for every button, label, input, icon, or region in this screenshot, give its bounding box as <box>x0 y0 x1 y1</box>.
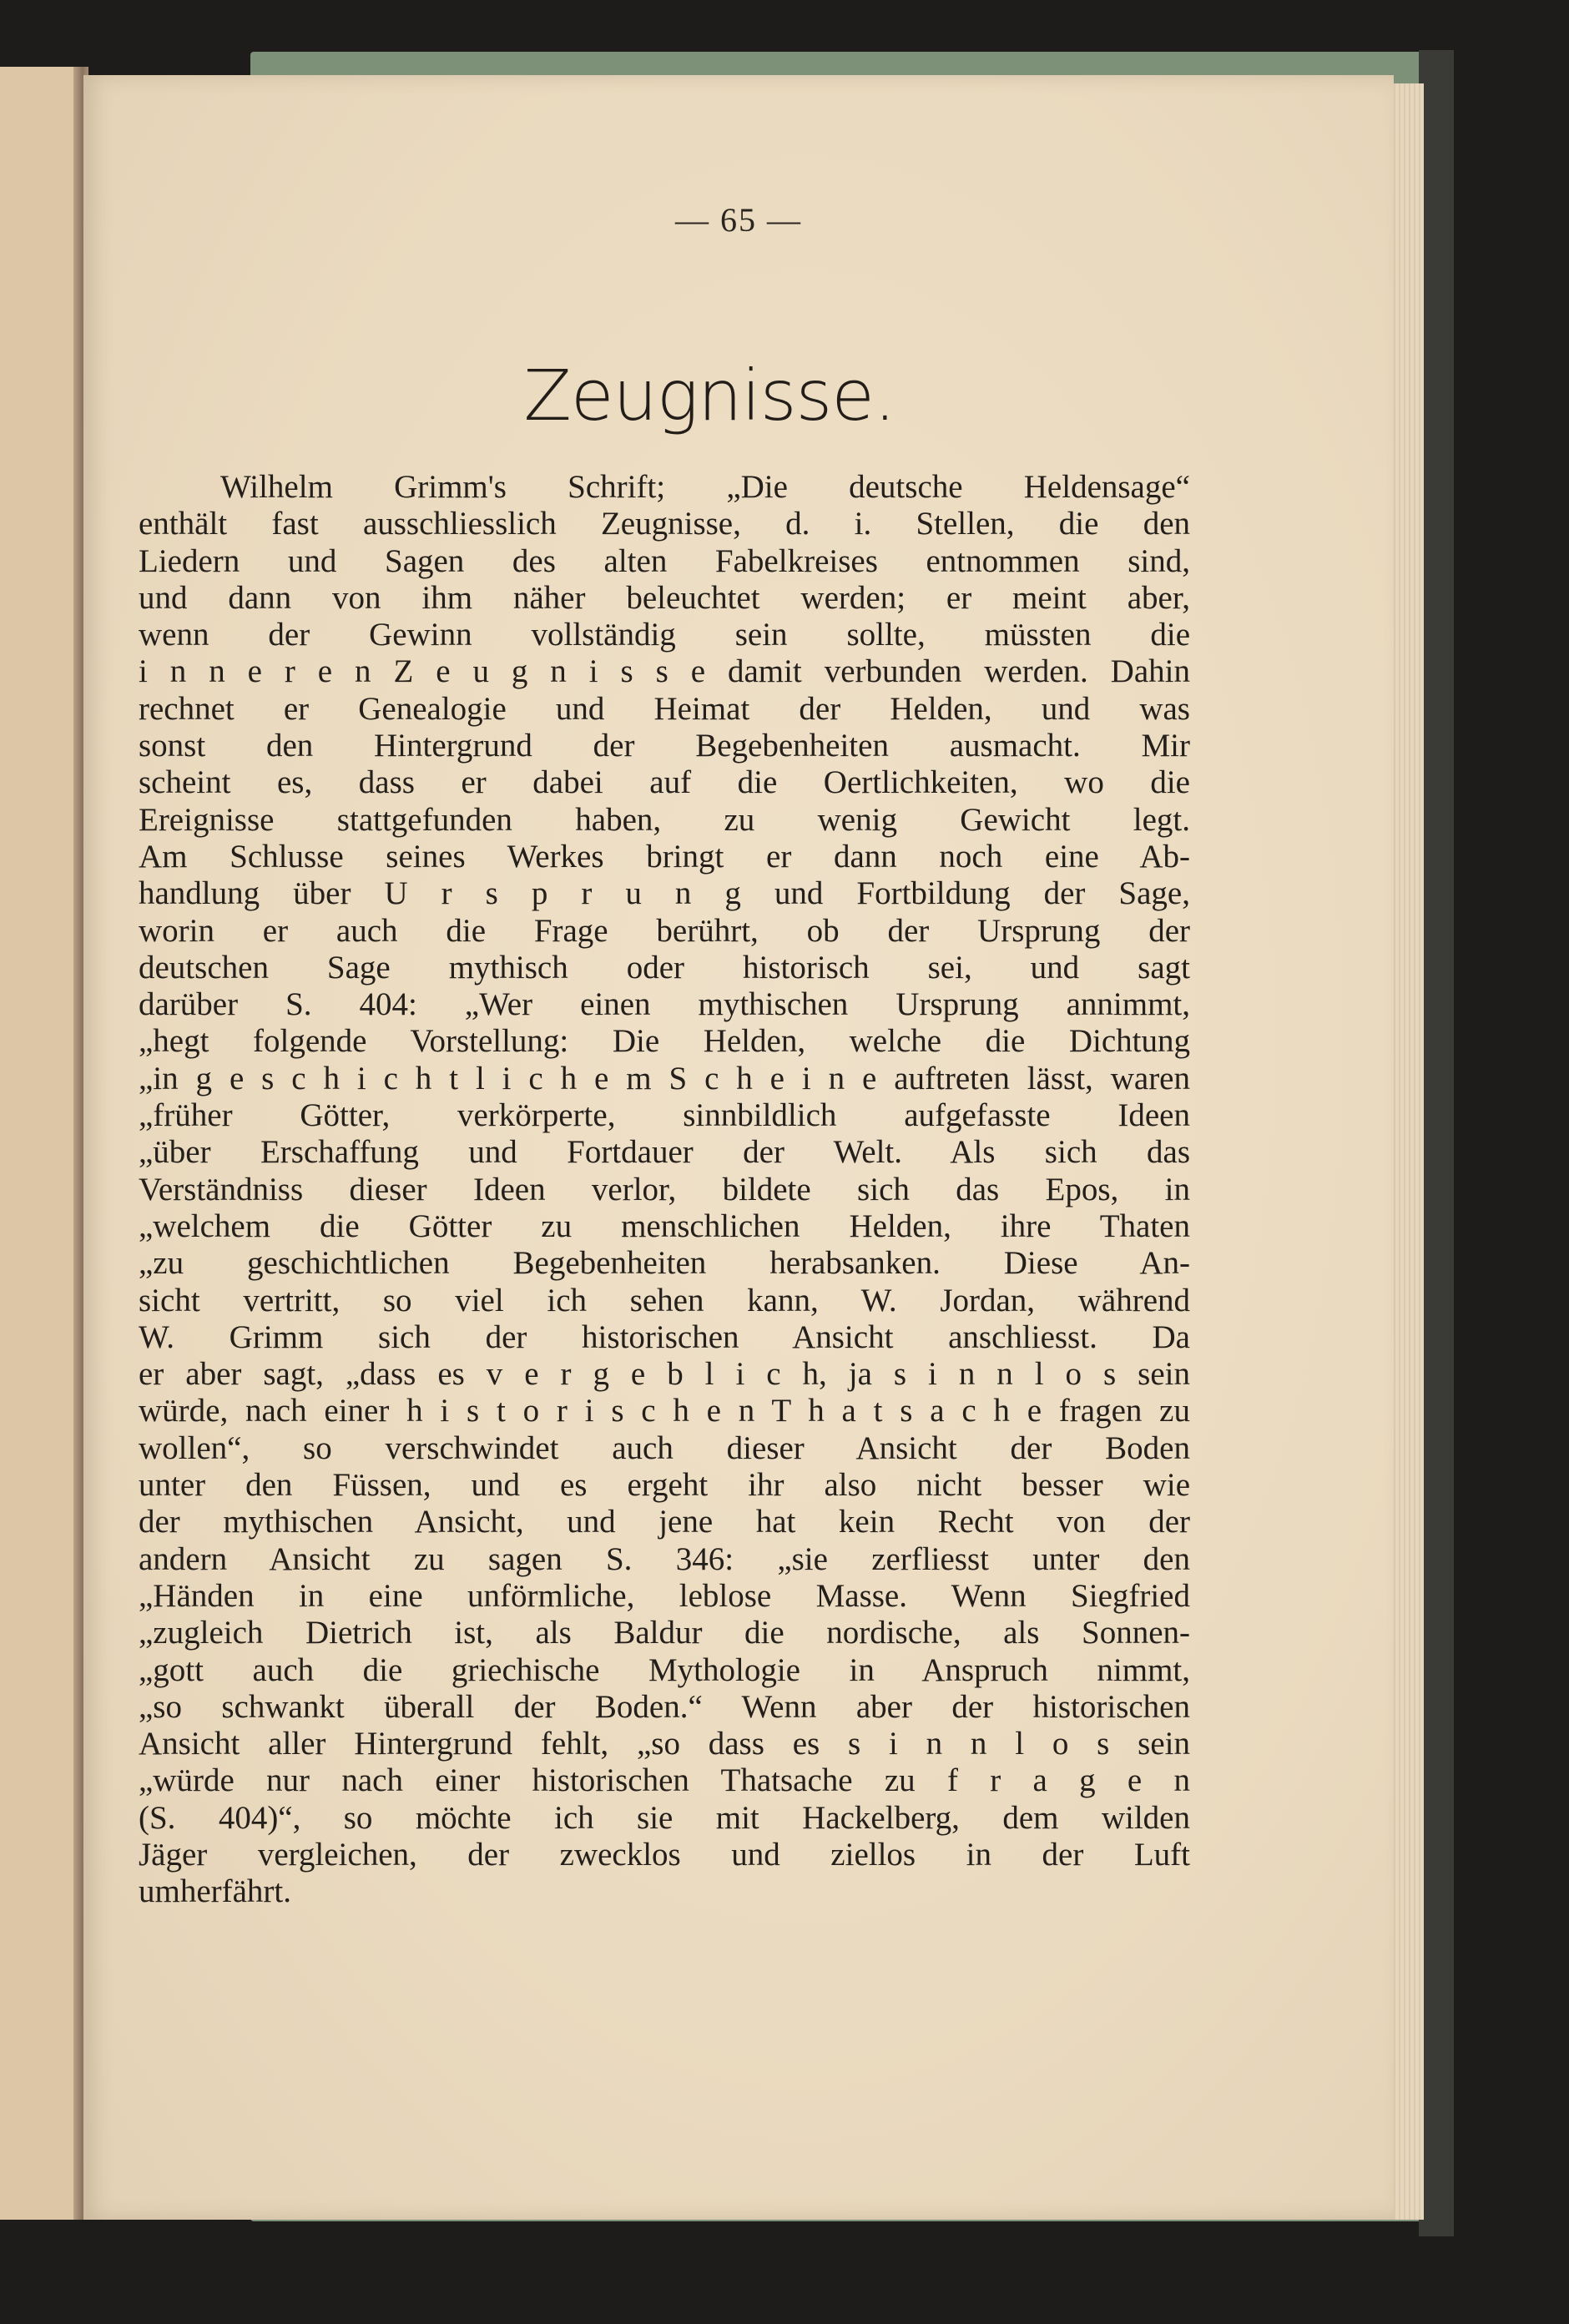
text-line: „zu geschichtlichen Begebenheiten herabsanken. Diese An- <box>139 1245 1190 1282</box>
text-line: wenn der Gewinn vollständig sein sollte, müssten die <box>139 617 1190 653</box>
text-line: worin er auch die Frage berührt, ob der Ursprung der <box>139 912 1190 949</box>
text-line: Wilhelm Grimm's Schrift; „Die deutsche Heldensage“ <box>220 469 1190 505</box>
text-line: „würde nur nach einer historischen Thatsache zu f r a g e n <box>139 1762 1190 1799</box>
text-line: „hegt folgende Vorstellung: Die Helden, welche die Dichtung <box>139 1023 1190 1060</box>
text-line: sonst den Hintergrund der Begebenheiten ausmacht. Mir <box>139 728 1190 764</box>
text-line: „Händen in eine unförmliche, leblose Masse. Wenn Siegfried <box>139 1577 1190 1614</box>
text-line: scheint es, dass er dabei auf die Oertlichkeiten, wo die <box>139 764 1190 801</box>
body-text <box>139 469 1190 1911</box>
text-line: „welchem die Götter zu menschlichen Helden, ihre Thaten <box>139 1207 1190 1244</box>
chapter-title: Zeugnisse. <box>523 355 895 436</box>
text-line: Am Schlusse seines Werkes bringt er dann noch eine Ab- <box>139 838 1190 875</box>
book-board-edge <box>1419 50 1454 2236</box>
text-line: Ereignisse stattgefunden haben, zu wenig Gewicht legt. <box>139 801 1190 838</box>
text-line: wollen“, so verschwindet auch dieser Ansicht der Boden <box>139 1429 1190 1466</box>
text-line: „so schwankt überall der Boden.“ Wenn aber der historischen <box>139 1688 1190 1725</box>
text-line: enthält fast ausschliesslich Zeugnisse, d. i. Stellen, die den <box>139 506 1190 542</box>
text-line: umherfährt. <box>139 1873 292 1910</box>
page-number: — 65 — <box>675 201 802 239</box>
text-line: darüber S. 404: „Wer einen mythischen Ursprung annimmt, <box>139 986 1190 1023</box>
text-line: würde, nach einer h i s t o r i s c h e n T h a t s a c h e fragen zu <box>139 1393 1190 1429</box>
text-line: der mythischen Ansicht, und jene hat kein Recht von der <box>139 1504 1190 1540</box>
text-line: „in g e s c h i c h t l i c h e m S c h e i n e auftreten lässt, waren <box>139 1060 1190 1096</box>
text-line: W. Grimm sich der historischen Ansicht anschliesst. Da <box>139 1318 1190 1355</box>
text-line: (S. 404)“, so möchte ich sie mit Hackelberg, dem wilden <box>139 1799 1190 1836</box>
text-line: er aber sagt, „dass es v e r g e b l i c h, ja s i n n l o s sein <box>139 1356 1190 1393</box>
text-line: und dann von ihm näher beleuchtet werden; er meint aber, <box>139 579 1190 616</box>
text-line: „über Erschaffung und Fortdauer der Welt. Als sich das <box>139 1134 1190 1171</box>
text-line: „früher Götter, verkörperte, sinnbildlich aufgefasste Ideen <box>139 1097 1190 1134</box>
text-line: „zugleich Dietrich ist, als Baldur die nordische, als Sonnen- <box>139 1615 1190 1651</box>
text-line: Verständniss dieser Ideen verlor, bildete sich das Epos, in <box>139 1171 1190 1207</box>
text-line: Jäger vergleichen, der zwecklos und ziellos in der Luft <box>139 1836 1190 1873</box>
text-line: Liedern und Sagen des alten Fabelkreises entnommen sind, <box>139 542 1190 579</box>
text-line: i n n e r e n Z e u g n i s s e damit verbunden werden. Dahin <box>139 653 1190 690</box>
text-line: sicht vertritt, so viel ich sehen kann, W. Jordan, während <box>139 1282 1190 1318</box>
text-line: „gott auch die griechische Mythologie in Anspruch nimmt, <box>139 1651 1190 1688</box>
text-line: deutschen Sage mythisch oder historisch sei, und sagt <box>139 949 1190 986</box>
text-line: rechnet er Genealogie und Heimat der Helden, und was <box>139 690 1190 727</box>
text-line: handlung über U r s p r u n g und Fortbildung der Sage, <box>139 875 1190 912</box>
text-line: andern Ansicht zu sagen S. 346: „sie zerfliesst unter den <box>139 1540 1190 1577</box>
text-line: unter den Füssen, und es ergeht ihr also nicht besser wie <box>139 1467 1190 1504</box>
text-line: Ansicht aller Hintergrund fehlt, „so dass es s i n n l o s sein <box>139 1726 1190 1762</box>
